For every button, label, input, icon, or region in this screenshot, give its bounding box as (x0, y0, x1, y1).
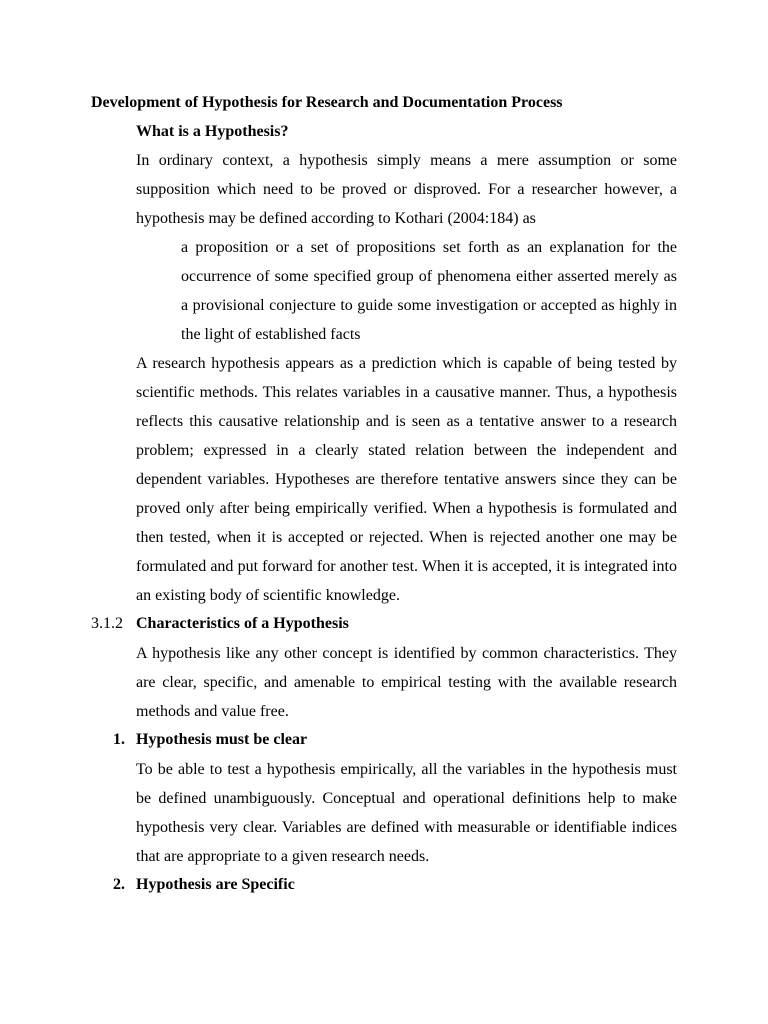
characteristics-paragraph: A hypothesis like any other concept is identified by common characteristics. They are clear, specific, and amenable to empirical testing with the available research methods and value free. (136, 645, 677, 720)
intro-paragraph: In ordinary context, a hypothesis simply means a mere assumption or some supposition which need to be proved or disproved. For a researcher however, a hypothesis may be defined according to Kothari (2004:184) as (136, 152, 677, 227)
block-quote: a proposition or a set of propositions set forth as an explanation for the occurrence of some specified group of phenomena either asserted merely as a provisional conjecture to guide some investigation or accepted as highly in the light of established facts (181, 239, 677, 343)
list-item-number-2: 2. (113, 876, 125, 893)
section-number: 3.1.2 (91, 615, 123, 632)
list-item-title-2: Hypothesis are Specific (136, 876, 295, 893)
list-item-title-1: Hypothesis must be clear (136, 731, 308, 748)
research-hypothesis-paragraph: A research hypothesis appears as a prediction which is capable of being tested by scientific methods. This relates variables in a causative manner. Thus, a hypothesis reflects this causative relationship and is seen as a tentative answer to a research problem; expressed in a clearly stated relation between the independent and dependent variables. Hypotheses are therefore tentative answers since they can be proved only after being empirically verified. When a hypothesis is formulated and then tested, when it is accepted or rejected. When is rejected another one may be formulated and put forward for another test. When it is accepted, it is integrated into an existing body of scientific knowledge. (136, 355, 677, 604)
list-item-paragraph-1: To be able to test a hypothesis empirically, all the variables in the hypothesis must be defined unambiguously. Conceptual and operational definitions help to make hypothesis very clear. Variables are defined with measurable or identifiable indices that are appropriate to a given research needs. (136, 761, 677, 865)
document-title: Development of Hypothesis for Research and Documentation Process (91, 94, 563, 111)
section-title: Characteristics of a Hypothesis (136, 615, 349, 632)
subheading-what-is-hypothesis: What is a Hypothesis? (136, 123, 289, 140)
list-item-number-1: 1. (113, 731, 125, 748)
